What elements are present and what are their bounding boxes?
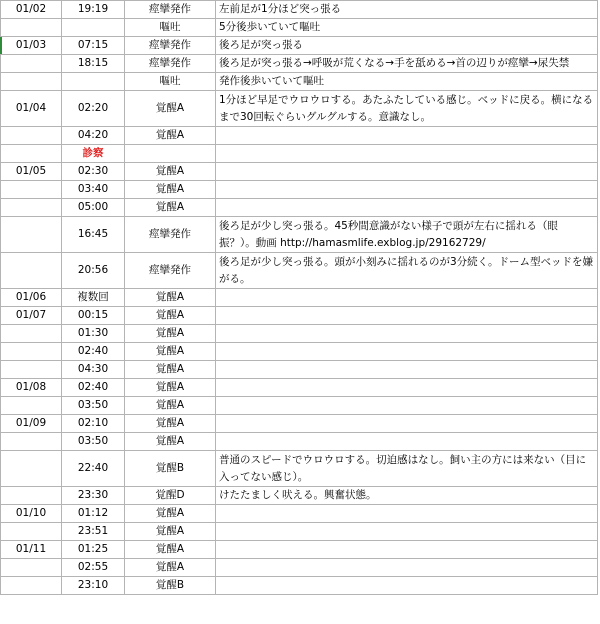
time-cell: 02:30 [62,163,125,181]
date-cell: 01/04 [1,91,62,127]
table-row [1,325,598,343]
note-cell [216,397,598,415]
note-cell [216,127,598,145]
time-cell: 03:40 [62,181,125,199]
date-cell [1,559,62,577]
note-cell: 後ろ足が突っ張る [216,37,598,55]
type-cell: 嘔吐 [125,19,216,37]
time-cell: 22:40 [62,451,125,487]
note-cell: 普通のスピードでウロウロする。切迫感はなし。飼い主の方には来ない（目に入ってない感じ）。 [216,451,598,487]
note-cell: 後ろ足が突っ張る→呼吸が荒くなる→手を舐める→首の辺りが痙攣→尿失禁 [216,55,598,73]
time-cell: 16:45 [62,217,125,253]
date-cell: 01/03 [1,37,62,55]
date-cell [1,523,62,541]
type-cell: 覚醒A [125,163,216,181]
type-cell: 覚醒A [125,541,216,559]
time-cell [62,19,125,37]
type-cell: 痙攣発作 [125,253,216,289]
note-cell: 後ろ足が少し突っ張る。頭が小刻みに揺れるのが3分続く。ドーム型ベッドを嫌がる。 [216,253,598,289]
type-cell: 覚醒B [125,577,216,595]
time-cell: 複数回 [62,289,125,307]
date-cell: 01/09 [1,415,62,433]
date-cell [1,19,62,37]
time-cell: 03:50 [62,433,125,451]
time-cell: 01:12 [62,505,125,523]
date-cell: 01/05 [1,163,62,181]
note-cell [216,163,598,181]
table-row [1,451,598,487]
time-cell: 02:40 [62,379,125,397]
type-cell: 覚醒A [125,379,216,397]
note-cell [216,343,598,361]
type-cell: 覚醒A [125,289,216,307]
type-cell: 嘔吐 [125,73,216,91]
type-cell: 覚醒A [125,397,216,415]
note-cell [216,307,598,325]
type-cell: 覚醒A [125,127,216,145]
date-cell: 01/11 [1,541,62,559]
time-cell: 00:15 [62,307,125,325]
date-cell [1,577,62,595]
note-cell [216,289,598,307]
table-row [1,397,598,415]
date-cell [1,145,62,163]
date-cell: 01/10 [1,505,62,523]
type-cell: 覚醒A [125,181,216,199]
table-row [1,433,598,451]
type-cell: 覚醒D [125,487,216,505]
type-cell: 覚醒A [125,325,216,343]
time-cell: 23:30 [62,487,125,505]
table-row [1,55,598,73]
date-cell [1,55,62,73]
type-cell: 覚醒A [125,199,216,217]
date-cell [1,397,62,415]
time-cell: 05:00 [62,199,125,217]
note-cell: 5分後歩いていて嘔吐 [216,19,598,37]
type-cell [125,145,216,163]
note-cell: 後ろ足が少し突っ張る。45秒間意識がない様子で頭が左右に揺れる（眼振？）。動画 http://hamasmlife.exblog.jp/29162729/ [216,217,598,253]
time-cell: 03:50 [62,397,125,415]
time-cell [62,73,125,91]
note-cell [216,577,598,595]
note-cell: 1分ほど早足でウロウロする。あたふたしている感じ。ベッドに戻る。横になるまで30回転ぐらいグルグルする。意識なし。 [216,91,598,127]
time-cell: 23:10 [62,577,125,595]
time-cell: 01:30 [62,325,125,343]
table-row [1,163,598,181]
note-cell: けたたましく吠える。興奮状態。 [216,487,598,505]
date-cell: 01/08 [1,379,62,397]
type-cell: 覚醒A [125,559,216,577]
date-cell [1,361,62,379]
table-row [1,91,598,127]
date-cell [1,199,62,217]
time-cell: 04:30 [62,361,125,379]
table-row [1,199,598,217]
table-row [1,577,598,595]
type-cell: 覚醒A [125,505,216,523]
date-cell: 01/06 [1,289,62,307]
row-marker [0,37,2,54]
table-row [1,523,598,541]
note-cell: 発作後歩いていて嘔吐 [216,73,598,91]
type-cell: 覚醒A [125,361,216,379]
table-row [1,343,598,361]
table-row [1,361,598,379]
table-row [1,217,598,253]
time-cell: 01:25 [62,541,125,559]
table-row [1,541,598,559]
date-cell [1,433,62,451]
table-row [1,19,598,37]
time-cell: 18:15 [62,55,125,73]
note-cell [216,361,598,379]
type-cell: 覚醒B [125,451,216,487]
type-cell: 痙攣発作 [125,55,216,73]
time-cell: 02:20 [62,91,125,127]
time-cell: 02:55 [62,559,125,577]
table-row [1,181,598,199]
note-cell [216,181,598,199]
table-row [1,559,598,577]
date-cell [1,451,62,487]
type-cell: 覚醒A [125,343,216,361]
table-row [1,37,598,55]
table-row [1,1,598,19]
table-row [1,505,598,523]
type-cell: 痙攣発作 [125,37,216,55]
date-cell [1,217,62,253]
time-cell: 04:20 [62,127,125,145]
table-row [1,289,598,307]
time-cell: 20:56 [62,253,125,289]
table-row [1,145,598,163]
date-cell [1,487,62,505]
time-cell: 07:15 [62,37,125,55]
table-row [1,73,598,91]
time-cell: 19:19 [62,1,125,19]
note-cell [216,415,598,433]
table-row [1,379,598,397]
date-cell [1,343,62,361]
note-cell [216,523,598,541]
note-cell [216,559,598,577]
note-cell [216,379,598,397]
date-cell [1,73,62,91]
date-cell [1,325,62,343]
note-cell: 左前足が1分ほど突っ張る [216,1,598,19]
type-cell: 覚醒A [125,523,216,541]
date-cell [1,253,62,289]
table-row [1,127,598,145]
table-row [1,415,598,433]
table-row [1,253,598,289]
type-cell: 覚醒A [125,307,216,325]
note-cell [216,145,598,163]
table-row [1,487,598,505]
type-cell: 覚醒A [125,91,216,127]
exam-label: 診察 [62,145,125,163]
type-cell: 痙攣発作 [125,1,216,19]
note-cell [216,541,598,559]
date-cell: 01/07 [1,307,62,325]
table-row [1,307,598,325]
note-cell [216,433,598,451]
date-cell [1,127,62,145]
note-cell [216,325,598,343]
date-cell [1,181,62,199]
time-cell: 23:51 [62,523,125,541]
type-cell: 覚醒A [125,415,216,433]
note-cell [216,199,598,217]
date-cell: 01/02 [1,1,62,19]
time-cell: 02:10 [62,415,125,433]
time-cell: 02:40 [62,343,125,361]
type-cell: 痙攣発作 [125,217,216,253]
note-cell [216,505,598,523]
type-cell: 覚醒A [125,433,216,451]
